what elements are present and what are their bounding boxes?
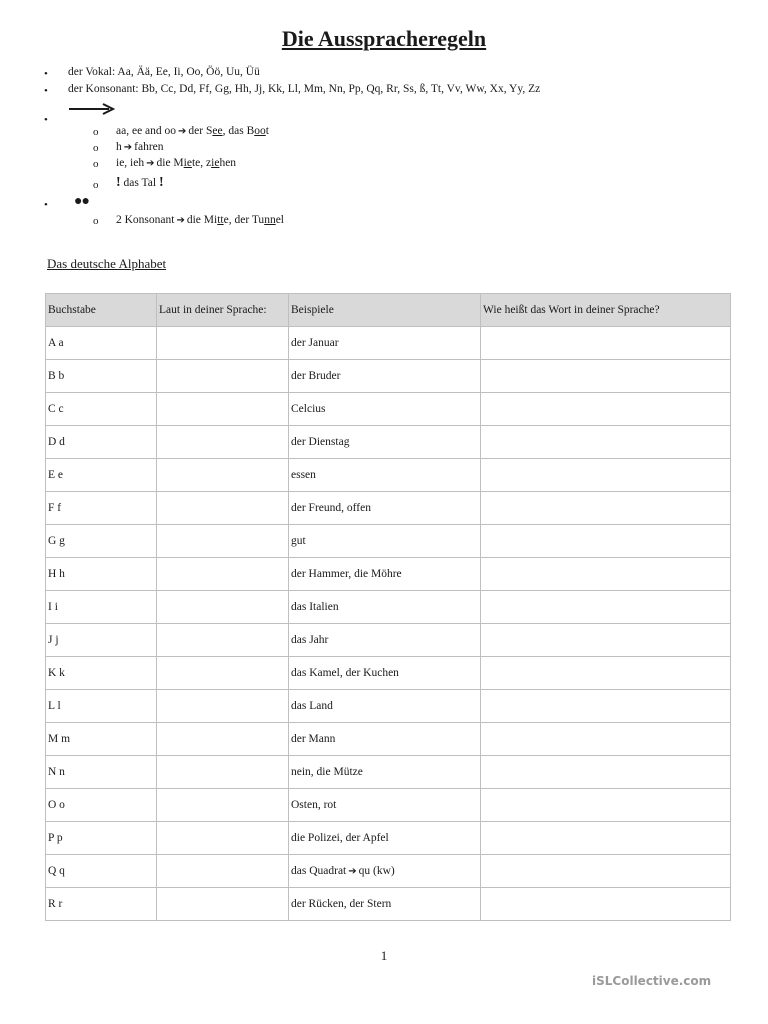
- translation-cell[interactable]: [481, 426, 731, 459]
- translation-cell[interactable]: [481, 525, 731, 558]
- arrow-icon: ➔: [146, 158, 155, 169]
- sound-cell[interactable]: [157, 690, 289, 723]
- translation-cell[interactable]: [481, 756, 731, 789]
- letter-cell: N n: [46, 756, 157, 789]
- translation-cell[interactable]: [481, 360, 731, 393]
- letter-cell: D d: [46, 426, 157, 459]
- letter-cell: A a: [46, 327, 157, 360]
- table-row: [46, 888, 731, 921]
- example-cell: der Bruder: [289, 360, 481, 393]
- bullet: •: [44, 114, 48, 126]
- sound-cell[interactable]: [157, 789, 289, 822]
- sub-bullet: o: [93, 126, 99, 138]
- section-title: Das deutsche Alphabet: [47, 256, 167, 271]
- letter-cell: F f: [46, 492, 157, 525]
- sound-cell[interactable]: [157, 393, 289, 426]
- sound-cell[interactable]: [157, 888, 289, 921]
- table-row: [46, 393, 731, 426]
- example-cell: das Kamel, der Kuchen: [289, 657, 481, 690]
- bullet: •: [44, 68, 48, 80]
- translation-cell[interactable]: [481, 690, 731, 723]
- letter-cell: P p: [46, 822, 157, 855]
- alphabet-table: [45, 293, 731, 921]
- long-rule-3: ie, ieh ➔ die Miete, ziehen: [116, 157, 237, 169]
- sound-cell[interactable]: [157, 591, 289, 624]
- header-sound: Laut in deiner Sprache:: [157, 294, 289, 327]
- arrow-icon: ➔: [176, 215, 185, 226]
- example-cell: Osten, rot: [289, 789, 481, 822]
- table-row: [46, 624, 731, 657]
- table-row: [46, 327, 731, 360]
- translation-cell[interactable]: [481, 822, 731, 855]
- translation-cell[interactable]: [481, 624, 731, 657]
- example-cell: nein, die Mütze: [289, 756, 481, 789]
- example-cell: das Jahr: [289, 624, 481, 657]
- table-row: [46, 525, 731, 558]
- example-cell: das Land: [289, 690, 481, 723]
- sound-cell[interactable]: [157, 822, 289, 855]
- table-row: [46, 789, 731, 822]
- letter-cell: G g: [46, 525, 157, 558]
- example-cell: der Rücken, der Stern: [289, 888, 481, 921]
- table-row: [46, 855, 731, 888]
- table-header-row: [46, 294, 731, 327]
- example-cell: essen: [289, 459, 481, 492]
- exclamation-icon: !: [116, 175, 121, 190]
- example-cell: der Freund, offen: [289, 492, 481, 525]
- bullet: •: [44, 199, 48, 211]
- vowel-rule: der Vokal: Aa, Ää, Ee, Ii, Oo, Öö, Uu, Üü: [68, 66, 260, 78]
- sound-cell[interactable]: [157, 525, 289, 558]
- letter-cell: Q q: [46, 855, 157, 888]
- watermark: iSLCollective.com: [592, 974, 712, 988]
- sound-cell[interactable]: [157, 327, 289, 360]
- translation-cell[interactable]: [481, 657, 731, 690]
- letter-cell: E e: [46, 459, 157, 492]
- translation-cell[interactable]: [481, 327, 731, 360]
- table-row: [46, 591, 731, 624]
- page-number: 1: [380, 948, 388, 963]
- arrow-icon: ➔: [348, 866, 357, 877]
- table-row: [46, 558, 731, 591]
- translation-cell[interactable]: [481, 855, 731, 888]
- letter-cell: C c: [46, 393, 157, 426]
- table-row: [46, 657, 731, 690]
- example-cell: der Dienstag: [289, 426, 481, 459]
- translation-cell[interactable]: [481, 888, 731, 921]
- letter-cell: M m: [46, 723, 157, 756]
- example-cell: Celcius: [289, 393, 481, 426]
- bullet: •: [44, 85, 48, 97]
- sound-cell[interactable]: [157, 723, 289, 756]
- short-rule-1: 2 Konsonant ➔ die Mitte, der Tunnel: [116, 214, 284, 226]
- translation-cell[interactable]: [481, 723, 731, 756]
- table-row: [46, 459, 731, 492]
- sub-bullet: o: [93, 142, 99, 154]
- example-cell: der Januar: [289, 327, 481, 360]
- table-row: [46, 360, 731, 393]
- letter-cell: H h: [46, 558, 157, 591]
- letter-cell: R r: [46, 888, 157, 921]
- short-vowel-dots-icon: ●●: [74, 194, 89, 209]
- example-cell: gut: [289, 525, 481, 558]
- sound-cell[interactable]: [157, 624, 289, 657]
- example-cell: der Mann: [289, 723, 481, 756]
- table-row: [46, 822, 731, 855]
- sound-cell[interactable]: [157, 492, 289, 525]
- consonant-rule: der Konsonant: Bb, Cc, Dd, Ff, Gg, Hh, Jj, Kk, Ll, Mm, Nn, Pp, Qq, Rr, Ss, ß, Tt, Vv, Ww, Xx, Yy, Zz: [68, 83, 541, 95]
- translation-cell[interactable]: [481, 459, 731, 492]
- sound-cell[interactable]: [157, 756, 289, 789]
- arrow-icon: ➔: [123, 142, 133, 153]
- table-row: [46, 723, 731, 756]
- example-cell: das Quadrat ➔ qu (kw): [289, 855, 481, 888]
- letter-cell: J j: [46, 624, 157, 657]
- translation-cell[interactable]: [481, 789, 731, 822]
- header-translation: Wie heißt das Wort in deiner Sprache?: [481, 294, 731, 327]
- translation-cell[interactable]: [481, 492, 731, 525]
- letter-cell: I i: [46, 591, 157, 624]
- sub-bullet: o: [93, 215, 99, 227]
- example-cell: das Italien: [289, 591, 481, 624]
- translation-cell[interactable]: [481, 393, 731, 426]
- long-rule-2: h ➔ fahren: [116, 141, 164, 153]
- sound-cell[interactable]: [157, 426, 289, 459]
- sound-cell[interactable]: [157, 459, 289, 492]
- translation-cell[interactable]: [481, 558, 731, 591]
- letter-cell: L l: [46, 690, 157, 723]
- long-rule-4: ! das Tal !: [116, 175, 164, 190]
- sub-bullet: o: [93, 179, 99, 191]
- header-examples: Beispiele: [289, 294, 481, 327]
- letter-cell: O o: [46, 789, 157, 822]
- letter-cell: B b: [46, 360, 157, 393]
- example-cell: der Hammer, die Möhre: [289, 558, 481, 591]
- sound-cell[interactable]: [157, 855, 289, 888]
- exclamation-icon: !: [158, 175, 164, 190]
- translation-cell[interactable]: [481, 591, 731, 624]
- sound-cell[interactable]: [157, 360, 289, 393]
- example-cell: die Polizei, der Apfel: [289, 822, 481, 855]
- table-row: [46, 492, 731, 525]
- long-vowel-arrow-icon: [69, 103, 115, 115]
- sound-cell[interactable]: [157, 558, 289, 591]
- table-row: [46, 690, 731, 723]
- table-row: [46, 426, 731, 459]
- arrow-icon: ➔: [178, 126, 187, 137]
- sub-bullet: o: [93, 158, 99, 170]
- page-title: Die Ausspracheregeln: [281, 26, 487, 51]
- letter-cell: K k: [46, 657, 157, 690]
- sound-cell[interactable]: [157, 657, 289, 690]
- table-row: [46, 756, 731, 789]
- long-rule-1: aa, ee and oo ➔ der See, das Boot: [116, 125, 269, 137]
- header-letter: Buchstabe: [46, 294, 157, 327]
